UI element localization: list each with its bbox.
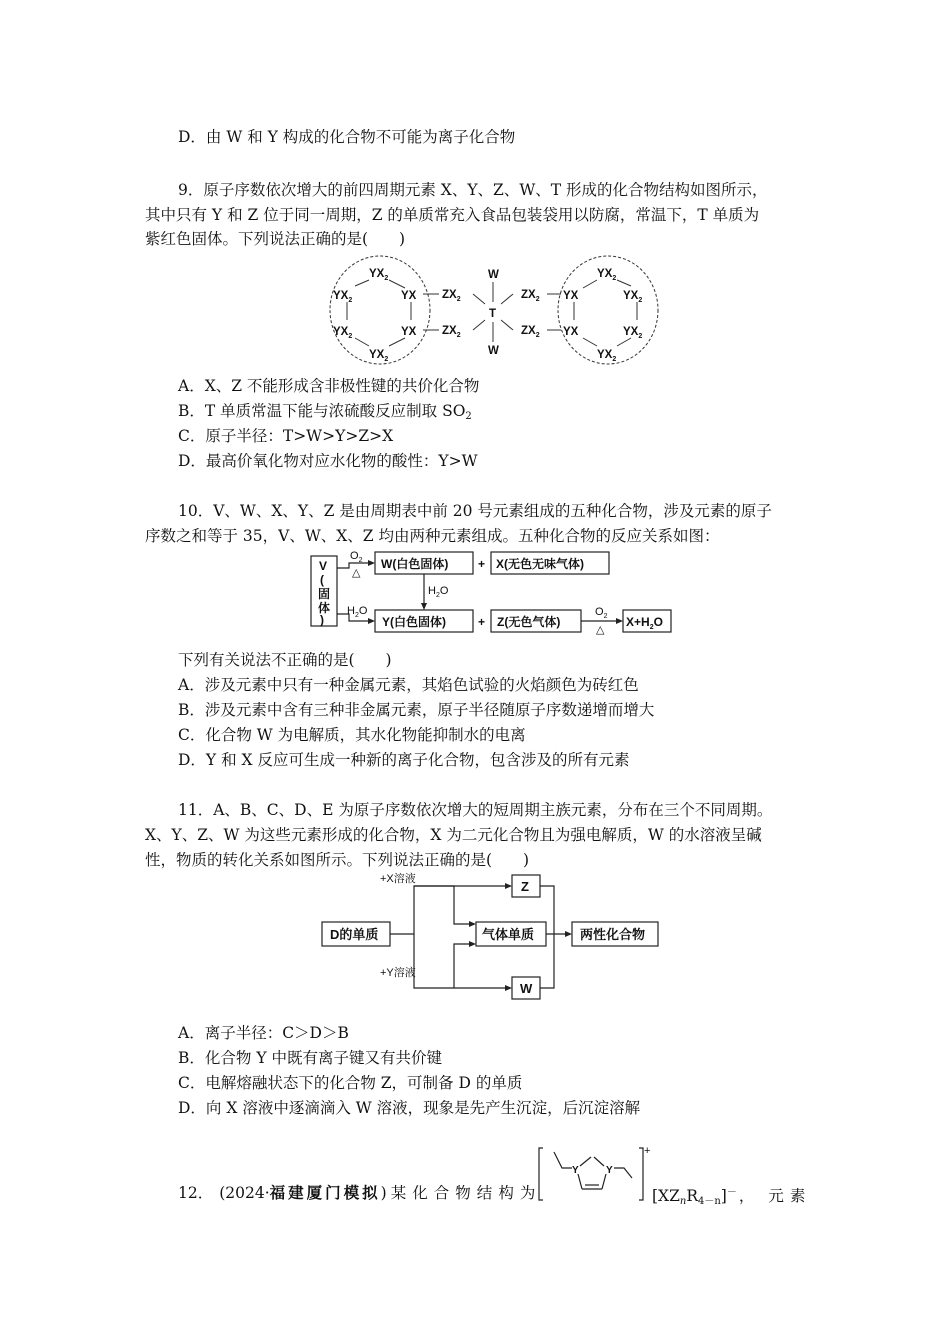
ring-y-right: Y bbox=[606, 1165, 613, 1176]
cation-charge: + bbox=[644, 1145, 651, 1157]
z-box-label: Z(无色气体) bbox=[497, 615, 561, 629]
t-center: T bbox=[489, 308, 497, 320]
w-top: W bbox=[488, 269, 499, 281]
right-ring-yx2-ur: $YX_2$ bbox=[623, 290, 643, 304]
zx2-lower-right: $ZX_2$ bbox=[521, 325, 540, 339]
q12-tail-word1: 元 bbox=[768, 1187, 784, 1205]
result-box-label: 两性化合物 bbox=[580, 927, 646, 942]
h2o-label-mid: $H_2O$ bbox=[428, 585, 449, 599]
right-ring-yx2-top: $YX_2$ bbox=[597, 268, 617, 282]
q11-stem-line3: 性，物质的转化关系如图所示。下列说法正确的是( ) bbox=[145, 851, 530, 869]
v-char-4: 体 bbox=[318, 601, 331, 615]
left-ring-yx2-bottom: $YX_2$ bbox=[369, 349, 389, 363]
q12-stem bbox=[178, 1183, 541, 1203]
q12-anion-and-tail bbox=[652, 1183, 805, 1212]
q10-stem-line1: 10．V、W、X、Y、Z 是由周期表中前 20 号元素组成的五种化合物，涉及元素的原子 bbox=[178, 502, 772, 520]
q9-option-c: C．原子半径：T>W>Y>Z>X bbox=[178, 427, 394, 445]
z-box-label: Z bbox=[521, 879, 529, 894]
q12-cation-structure bbox=[536, 1144, 654, 1202]
q8-option-d: D．由 W 和 Y 构成的化合物不可能为离子化合物 bbox=[178, 128, 516, 146]
zx2-upper-right: $ZX_2$ bbox=[521, 289, 540, 303]
left-ring-yx2-top: $YX_2$ bbox=[369, 268, 389, 282]
q9-option-a: A．X、Z 不能形成含非极性键的共价化合物 bbox=[178, 377, 480, 395]
zx2-lower-left: $ZX_2$ bbox=[442, 325, 461, 339]
x-box-label: X(无色无味气体) bbox=[496, 557, 584, 571]
q9-option-b: B．T 单质常温下能与浓硫酸反应制取 $SO_2$ bbox=[178, 402, 472, 422]
right-ring-yx-ll: YX bbox=[563, 326, 579, 338]
q11-stem-line2: X、Y、Z、W 为这些元素形成的化合物，X 为二元化合物且为强电解质，W 的水溶液呈碱 bbox=[145, 826, 762, 844]
q10-stem-line2: 序数之和等于 35，V、W、X、Z 均由两种元素组成。五种化合物的反应关系如图： bbox=[145, 527, 720, 545]
q9-stem-line3: 紫红色固体。下列说法正确的是( ) bbox=[145, 230, 406, 248]
plus-top: + bbox=[478, 557, 486, 571]
right-ring-yx2-bottom: $YX_2$ bbox=[597, 349, 617, 363]
v-char-3: 固 bbox=[318, 587, 331, 601]
w-box-label: W(白色固体) bbox=[381, 557, 449, 571]
q12-anion: $[XZ_nR_{4-n}]^-$ bbox=[652, 1187, 737, 1207]
q10-prompt: 下列有关说法不正确的是( ) bbox=[178, 651, 392, 669]
v-char-1: V bbox=[319, 559, 328, 573]
left-ring-yx-lr: YX bbox=[401, 326, 417, 338]
v-char-2: ( bbox=[320, 573, 324, 587]
q11-option-a: A．离子半径：C＞D＞B bbox=[178, 1024, 349, 1042]
y-box-label: Y(白色固体) bbox=[382, 615, 446, 629]
q12-source: (2024·福建厦门模拟) bbox=[219, 1183, 387, 1202]
q11-option-c: C．电解熔融状态下的化合物 Z，可制备 D 的单质 bbox=[178, 1074, 523, 1092]
ring-y-left: Y bbox=[572, 1165, 579, 1176]
q11-option-b: B．化合物 Y 中既有离子键又有共价键 bbox=[178, 1049, 442, 1067]
gas-box-label: 气体单质 bbox=[482, 927, 535, 942]
q10-reaction-figure bbox=[305, 548, 675, 636]
plus-bottom: + bbox=[478, 615, 486, 629]
q12-tail-word2: 素 bbox=[789, 1187, 806, 1205]
q11-conversion-figure bbox=[318, 872, 668, 1002]
q9-structure-figure bbox=[325, 254, 660, 366]
right-ring-yx2-lr: $YX_2$ bbox=[623, 326, 643, 340]
q12-number: 12． bbox=[178, 1184, 214, 1202]
zx2-upper-left: $ZX_2$ bbox=[442, 289, 461, 303]
q10-option-a: A．涉及元素中只有一种金属元素，其焰色试验的火焰颜色为砖红色 bbox=[178, 676, 639, 694]
o2-label-right: $O_2$ bbox=[595, 606, 608, 620]
d-box-label: D的单质 bbox=[330, 927, 379, 942]
plus-y-label: +Y溶液 bbox=[380, 967, 416, 979]
product-label: $X+H_2O$ bbox=[626, 615, 663, 631]
plus-x-label: +X溶液 bbox=[380, 873, 416, 885]
q10-option-c: C．化合物 W 为电解质，其水化物能抑制水的电离 bbox=[178, 726, 526, 744]
q11-option-d: D．向 X 溶液中逐滴滴入 W 溶液，现象是先产生沉淀，后沉淀溶解 bbox=[178, 1099, 641, 1117]
q9-option-d: D．最高价氧化物对应水化物的酸性：Y>W bbox=[178, 452, 478, 470]
q9-stem-line2: 其中只有 Y 和 Z 位于同一周期，Z 的单质常充入食品包装袋用以防腐，常温下，T 单质为 bbox=[145, 206, 760, 224]
o2-label-top: $O_2$ bbox=[350, 550, 363, 564]
right-ring-yx-ul: YX bbox=[563, 290, 579, 302]
q10-option-d: D．Y 和 X 反应可生成一种新的离子化合物，包含涉及的所有元素 bbox=[178, 751, 630, 769]
q12-tail-comma: ， bbox=[738, 1187, 755, 1205]
delta-top: △ bbox=[352, 567, 361, 579]
w-box-label: W bbox=[520, 981, 533, 996]
q9-stem-line1: 9．原子序数依次增大的前四周期元素 X、Y、Z、W、T 形成的化合物结构如图所示， bbox=[178, 181, 768, 199]
w-bottom: W bbox=[488, 345, 499, 357]
left-ring-yx2-ul: $YX_2$ bbox=[333, 290, 353, 304]
left-ring-yx2-ll: $YX_2$ bbox=[333, 326, 353, 340]
h2o-label-left: $H_2O$ bbox=[347, 605, 368, 619]
left-ring-yx-ur: YX bbox=[401, 290, 417, 302]
q11-stem-line1: 11．A、B、C、D、E 为原子序数依次增大的短周期主族元素，分布在三个不同周期。 bbox=[178, 801, 773, 819]
delta-right: △ bbox=[596, 624, 605, 636]
q10-option-b: B．涉及元素中含有三种非金属元素，原子半径随原子序数递增而增大 bbox=[178, 701, 655, 719]
q12-stem-words: 某化合物结构为 bbox=[390, 1184, 542, 1202]
v-char-5: ) bbox=[320, 613, 324, 627]
